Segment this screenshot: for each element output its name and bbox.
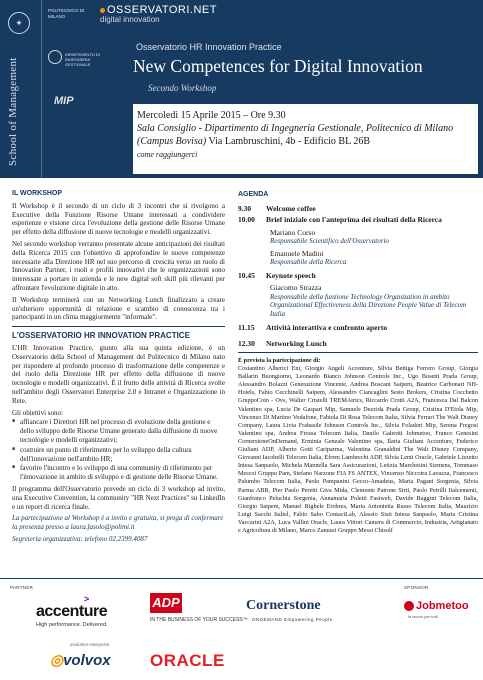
- agenda-column: [238, 190, 478, 535]
- side-band: [0, 0, 42, 178]
- osservatorio-heading: L'OSSERVATORIO HR INNOVATION PRACTICE: [12, 331, 190, 341]
- speaker-role: Responsabile della Ricerca: [270, 258, 347, 266]
- partner-label: PARTNER: [10, 585, 34, 590]
- side-school-text: School of Management: [7, 57, 19, 166]
- jobmetoo-tagline: la lavoro per tutti: [408, 614, 438, 619]
- osservatori-dot-icon: [100, 8, 105, 13]
- speaker-role: Responsabile della funzione Technology Organization in ambito Organizational Effectiveness della Direzione People Value di Telecom Italia: [270, 292, 467, 318]
- accenture-chevron-icon: >: [84, 594, 90, 604]
- agenda-item: [238, 204, 478, 214]
- event-date: Mercoledì 15 Aprile 2015 – Ore 9.30: [137, 110, 286, 121]
- jobmetoo-logo: [404, 600, 469, 612]
- mip-logo: MIP: [54, 95, 74, 107]
- list-item: ■ favorire l'incontro e lo sviluppo di una community di riferimento per l'innovazione in ambito di sviluppo e di gestione delle Risorse Umane.: [12, 464, 225, 482]
- workshop-subtitle: Secondo Workshop: [148, 83, 217, 93]
- participants-list: Costantino Alberici Eni, Giorgio Angeli Accenture, Silvia Bettiga Ferrero Group, Giorgia Ballarin Buongiorno, Leonardo Bianco Johnson Controls Inc., Ugo Bosetti Prada Group, Alessandro Bolazzi Generazione Vincente, Andrea Boscani Saipem, Beatrice Carbonari NH-Hotels, Fabio Cecchinelli Saipem, Alessandro Ciancaglini Sesto Brokers, Cristina Cocchetto GruppoCoin - Ovs, Walter Cristelli TREMAtrics, Riccardo Crotti A2A, Francesca Dal Balcon Valentino spa, Lucia De Gaspari Mip, Samuele Dezzida Prada Group, Cristina D'Etola Mip, Vincenzo Di Martino Vodafone, Fabiola Di Rosa Telecom Italia, Silvia Ferrari The Walt Disney Company, Laura Livia Frabasile Johnson Controls Inc., Silvia Foladori Mip, Serena Fregosi Valentino spa, Andrea Frossa Telecom Italia, Danilo Galeotti Jobmetoo, Franco Genesini CornerstoneOnDemand, Erminia Genzale Valentino spa, Ilaria Giuliani Accenture, Federico Giuliani ADP, Alberto Gotti Cariparma, Valentina Granaldini The Walt Disney Company, Giovanni Iacobelli Telecom Italia, Efrem Lambrecht ADP, Silvia Lenti Oracle, Gabriele Lizzetto Intesa Sanpaolo, Michela Mannella Sara Assicurazioni, Letizia Marchesini Siemens, Tommaso Mescoi Gruppo Pam, Stefano Narzone FIA FS ANTEX, Vincenzo Niccotra Lavazza, Francesco Palumbo Telecom Italia, Paolo Pampanini Gecco-Amadeus, Maria Pagani Sorgenia, Silvia Parma ABB, Pier Paolo Peretti Giva Mida, Clemente Patrone Sirti, Paolo Petrilli Italcementi, Gianfranco Peluchia Sorgenia, Annamaria Poletti Fastweb, Davide Raggini Telecom Italia, Giorgio Saipem, Manuel Righele Erobres, Maria Antonietta Russo Telecom Italia, Maurizio Luigi Sacchi Italtel, Fabio Sabo ContactLab, Alessio Sisti Intesa Sanpaolo, Maria Cristina Vaccarini A2A, Luca Vallini Oracle, Laura Vittori Camera di Commercio, Industria, Artigianato e Agricoltura di Milano, Marco Zanussi Gruppo Messi Chisolf: [238, 365, 478, 534]
- page-title: New Competences for Digital Innovation: [133, 56, 423, 76]
- jobmetoo-name: Jobmetoo: [416, 600, 469, 612]
- agenda-time: 10.00: [238, 215, 255, 224]
- osservatorio-para: L'HR Innovation Practice, giunto alla sua quinta edizione, è un Osservatorio della School of Management del Politecnico di Milano nato per rispondere al profondo processo di trasformazione delle competenze e del ruolo della Direzione HR per effetto della diffusione di nuove tecnologie e modelli organizzativi. È il frutto delle attività di Ricerca svolte nell'ambito degli Osservatori Enterprise 2.0 e Intranet e Organizzazione in Rete.: [12, 343, 225, 405]
- adp-logo: ADP: [150, 593, 182, 613]
- agenda-item: [238, 215, 478, 225]
- program-para: Il programma dell'Osservatorio prevede un ciclo di 3 workshop ad invito, una Executive Convention, la community "HR Next Practices" su LinkedIn e un report di ricerca finale.: [12, 484, 225, 511]
- event-details: [133, 104, 478, 174]
- workshop-para-1: Il Workshop è il secondo di un ciclo di 3 incontri che si rivolgono a Executive della Funzione Risorse Umane interessati a condividere esperienze e visione circa l'evoluzione della gestione delle Risorse Umane per effetto della diffusione di nuove tecnologie e modelli organizzativi.: [12, 201, 225, 237]
- goals-list: [12, 418, 225, 482]
- secretary-contact: Segreteria organizzativa: telefono 02.2399.4087: [12, 534, 148, 543]
- event-address: [137, 135, 472, 148]
- speaker-role: Responsabile Scientifico dell'Osservatorio: [270, 237, 389, 245]
- volvox-logo: [50, 651, 111, 669]
- goals-intro: Gli obiettivi sono:: [12, 408, 63, 417]
- agenda-item: [238, 323, 478, 333]
- osservatori-name: OSSERVATORI.NET: [107, 4, 217, 16]
- oracle-logo: ORACLE: [150, 651, 225, 670]
- agenda-item: [238, 271, 478, 281]
- agenda-item: [238, 339, 478, 349]
- left-divider: [12, 326, 225, 327]
- volvox-tagline: evolution enterprise: [70, 642, 110, 647]
- agenda-title: Keynote speech: [266, 270, 316, 280]
- volvox-name: volvox: [63, 652, 111, 669]
- speaker-name: Emanuele Madini: [270, 248, 324, 258]
- cornerstone-tagline: ONDEMAND Empowering People: [252, 617, 333, 622]
- agenda-time: 9.30: [238, 203, 252, 213]
- participants-heading: È prevista la partecipazione di:: [238, 357, 321, 364]
- event-street: Via Lambruschini, 4b - Edificio BL 26B: [206, 136, 370, 147]
- left-column: [12, 190, 225, 544]
- osservatori-logo: [100, 4, 217, 24]
- agenda-title: Networking Lunch: [266, 338, 327, 348]
- workshop-para-2: Nel secondo workshop verranno presentate alcune anticipazioni dei risultati della Ricerca 2015 con l'obiettivo di approfondire le nuove competenze necessarie alla Direzione HR nel suo percorso di crescita verso un ruolo di Innovation Partner, i ruoli e profili innovativi che le organizzazioni sono interessate a portare in azienda e le new digital soft skill più rilevanti per affrontare l'evoluzione digitale in atto.: [12, 239, 225, 292]
- invite-callout[interactable]: La partecipazione al Workshop è a invito e gratuita, si prega di confermare la presenza presso a laura.fasolo@polimi.it: [12, 514, 224, 532]
- speaker-name: Giacomo Strazza: [270, 283, 322, 292]
- event-venue: Sala Consiglio - Dipartimento di Ingegneria Gestionale, Politecnico di Milano: [137, 123, 454, 134]
- directions-link[interactable]: come raggiungerci: [137, 150, 198, 159]
- agenda-title: Brief iniziale con l'anteprima dei risultati della Ricerca: [266, 215, 442, 224]
- agenda-heading: AGENDA: [238, 191, 269, 198]
- jobmetoo-dot-icon: [404, 601, 414, 611]
- sponsor-label: SPONSOR: [404, 585, 429, 590]
- sponsors-footer: [0, 578, 483, 680]
- header-banner: [0, 0, 483, 178]
- osservatori-tagline: digital innovation: [100, 15, 160, 24]
- cornerstone-logo: Cornerstone: [246, 598, 321, 613]
- agenda-title: Welcome coffee: [266, 203, 316, 213]
- accenture-logo: accenture: [36, 603, 108, 620]
- participants-block: [238, 357, 478, 535]
- polimi-logo-text: POLITECNICO DI MILANO: [48, 8, 85, 19]
- agenda-time: 10.45: [238, 270, 255, 280]
- list-item: ■ costruire un punto di riferimento per lo sviluppo della cultura dell'innovazione nell'ambito HR;: [12, 446, 225, 464]
- agenda-divider: [238, 352, 478, 353]
- event-campus: (Campus Bovisa): [137, 136, 207, 147]
- volvox-swirl-icon: ◎: [50, 652, 64, 669]
- accenture-tagline: High performance. Delivered.: [36, 622, 108, 628]
- list-item: ■ affiancare i Direttori HR nel processo di evoluzione della gestione e dello sviluppo delle Risorse Umane generato dalla diffusione di nuove tecnologie e modelli organizzativi;: [12, 418, 225, 444]
- agenda-title: Attività interattiva e confronto aperto: [266, 323, 388, 332]
- adp-tagline: IN THE BUSINESS OF YOUR SUCCESS™: [150, 617, 248, 623]
- polimi-dept-text: DIPARTIMENTO DI INGEGNERIA GESTIONALE: [65, 52, 100, 67]
- workshop-heading: IL WORKSHOP: [12, 190, 63, 197]
- agenda-time: 12.30: [238, 338, 255, 348]
- polimi-seal-icon: ✦: [8, 12, 30, 34]
- workshop-para-3: Il Workshop terminerà con un Networking Lunch finalizzato a creare un'ulteriore opportunità di relazione e scambio di conoscenza tra i partecipanti in un clima maggiormente "informale".: [12, 295, 225, 322]
- agenda-time: 11.15: [238, 323, 255, 332]
- practice-name: Osservatorio HR Innovation Practice: [136, 42, 282, 52]
- polimi-dept-seal-icon: [48, 50, 62, 64]
- speaker-name: Mariano Corso: [270, 227, 316, 237]
